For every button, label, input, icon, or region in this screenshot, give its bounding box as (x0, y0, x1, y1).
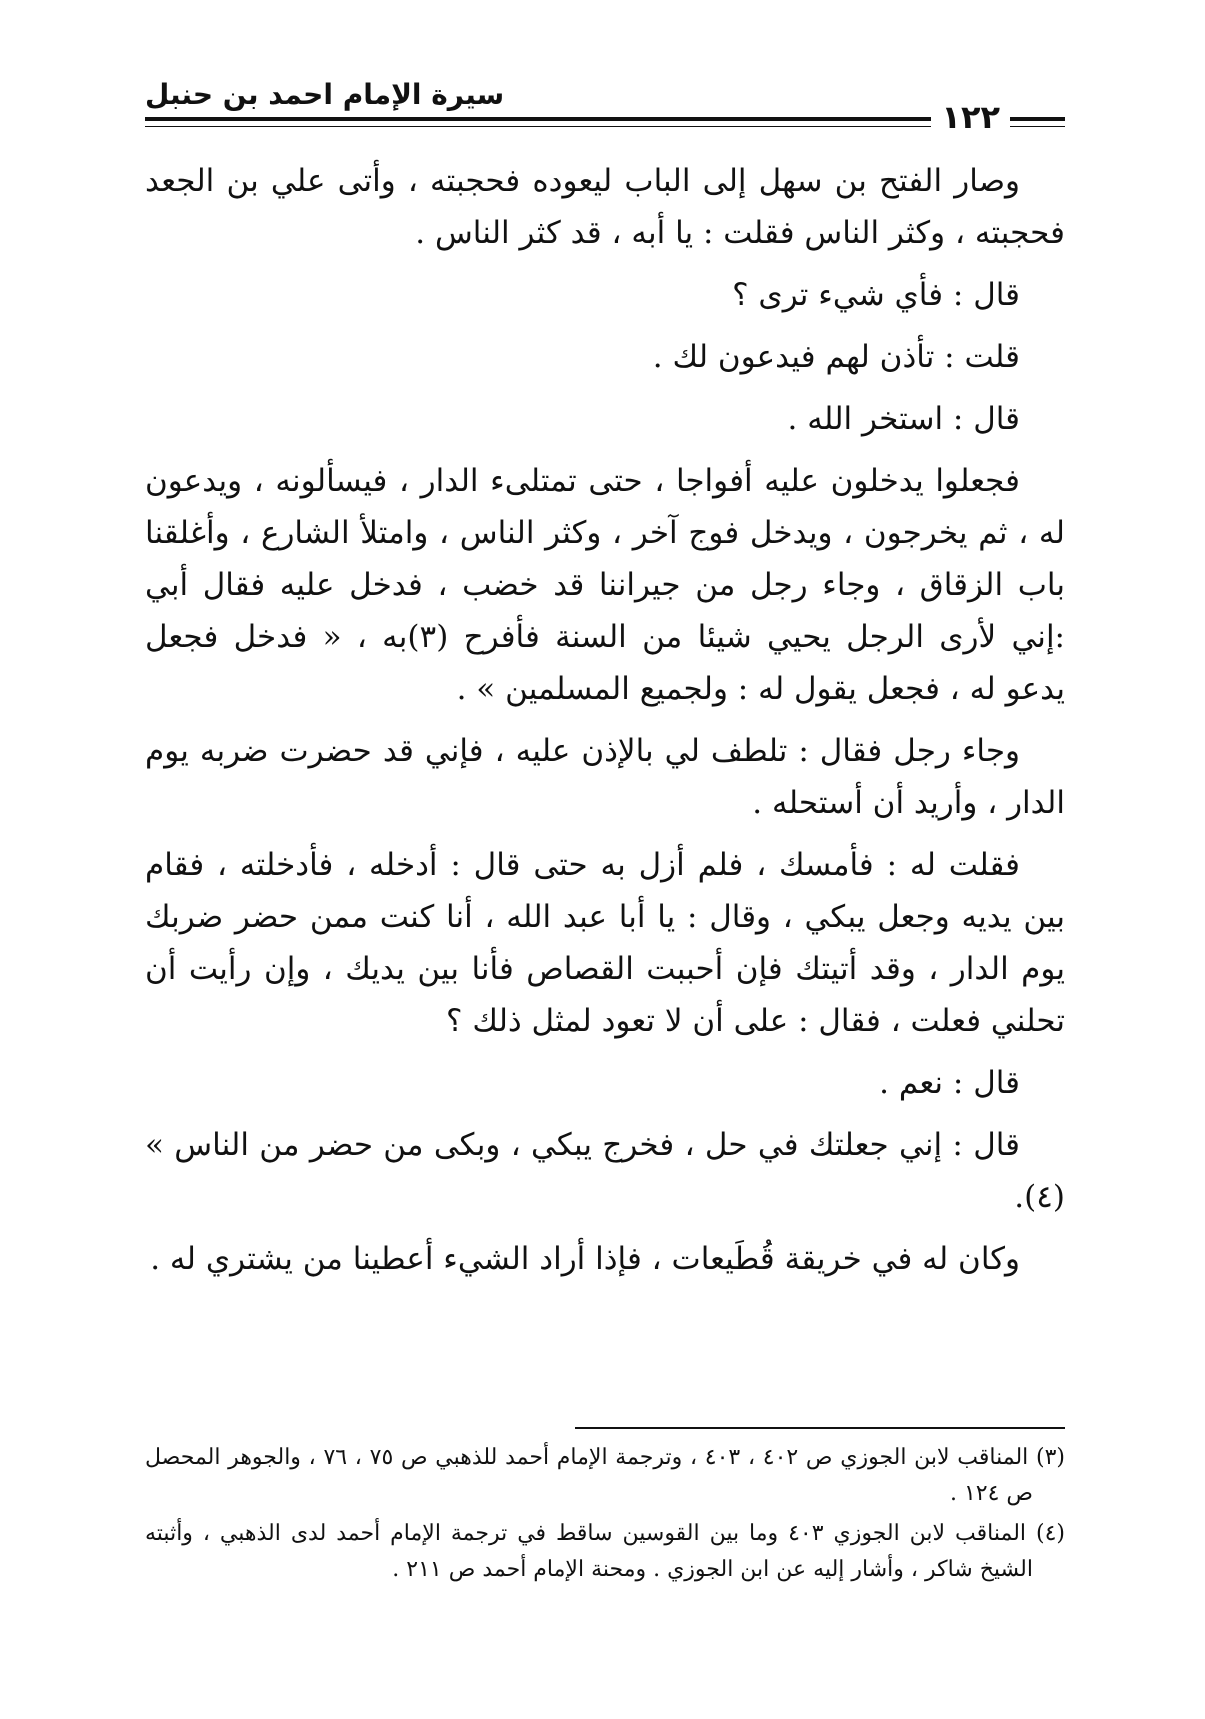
paragraph: قلت : تأذن لهم فيدعون لك . (652, 339, 1020, 375)
paragraph: قال : إني جعلتك في حل ، فخرج يبكي ، وبكى من حضر من الناس » (٤). (145, 1127, 1065, 1215)
footnote-separator (575, 1427, 1065, 1429)
footnote: (٤) المناقب لابن الجوزي ٤٠٣ وما بين القوسين ساقط في ترجمة الإمام أحمد لدى الذهبي ، وأثبته الشيخ شاكر ، وأشار إليه عن ابن الجوزي . ومحنة الإمام أحمد ص ٢١١ . (145, 1521, 1065, 1582)
page-number: ١٢٢ (931, 98, 1010, 136)
paragraph: قال : فأي شيء ترى ؟ (732, 277, 1020, 313)
header-rule-thin (145, 126, 1065, 127)
footnote: (٣) المناقب لابن الجوزي ص ٤٠٢ ، ٤٠٣ ، وترجمة الإمام أحمد للذهبي ص ٧٥ ، ٧٦ ، والجوهر المحصل ص ١٢٤ . (145, 1445, 1065, 1506)
paragraph: وصار الفتح بن سهل إلى الباب ليعوده فحجبته ، وأتى علي بن الجعد فحجبته ، وكثر الناس فقلت : يا أبه ، قد كثر الناس . (145, 163, 1065, 251)
paragraph: قال : نعم . (879, 1065, 1020, 1101)
paragraph: وجاء رجل فقال : تلطف لي بالإذن عليه ، فإني قد حضرت ضربه يوم الدار ، وأريد أن أستحله . (145, 733, 1065, 821)
page-header (145, 70, 1065, 140)
header-rule-thick (145, 117, 1065, 121)
main-text (145, 155, 1065, 1295)
paragraph: فقلت له : فأمسك ، فلم أزل به حتى قال : أدخله ، فأدخلته ، فقام بين يديه وجعل يبكي ، وقال : يا أبا عبد الله ، أنا كنت ممن حضر ضربك يوم الدار ، وقد أتيتك فإن أحببت القصاص فأنا بين يديك ، وإن رأيت أن تحلني فعلت ، فقال : على أن لا تعود لمثل ذلك ؟ (145, 847, 1065, 1039)
paragraph: فجعلوا يدخلون عليه أفواجا ، حتى تمتلىء الدار ، فيسألونه ، ويدعون له ، ثم يخرجون ، ويدخل فوج آخر ، وكثر الناس ، وامتلأ الشارع ، وأغلقنا باب الزقاق ، وجاء رجل من جيراننا قد خضب ، فدخل عليه فقال أبي :إني لأرى الرجل يحيي شيئا من السنة فأفرح (٣)به ، « فدخل فجعل يدعو له ، فجعل يقول له : ولجميع المسلمين » . (145, 463, 1065, 707)
footnotes (145, 1440, 1065, 1592)
running-title: سيرة الإمام احمد بن حنبل (145, 78, 505, 111)
paragraph: قال : استخر الله . (787, 401, 1020, 437)
paragraph: وكان له في خريقة قُطَيعات ، فإذا أراد الشيء أعطينا من يشتري له . (150, 1241, 1020, 1277)
